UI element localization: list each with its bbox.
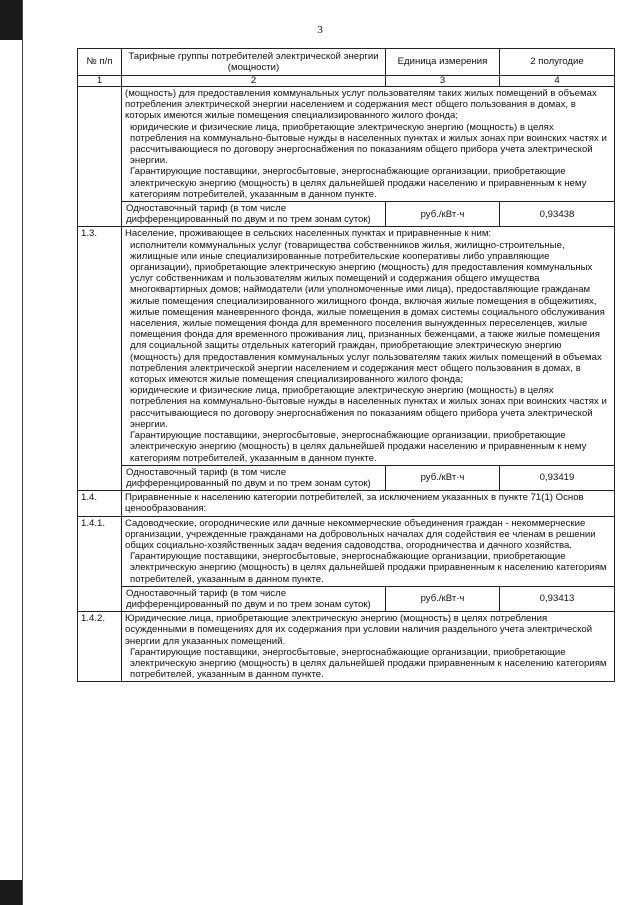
description-paragraph: Гарантирующие поставщики, энергосбытовые, энергоснабжающие организации, приобретающие электрическую энергию (мощность) в целях дальнейшей продажи населению и приравненным к нему категориям потребителей, указанным в данном пункте. [130, 430, 587, 464]
description-paragraph: юридические и физические лица, приобретающие электрическую энергию (мощность) в целях потребления на коммунально-бытовые нужды в населенных пунктах и жилых зонах при воинских частях и рассчитывающиеся по договору энергоснабжения по показаниям общего прибора учета электрической энергии. [130, 385, 607, 430]
row-number: 1.4.2. [78, 612, 122, 682]
header-value: 2 полугодие [500, 49, 615, 76]
description-paragraph: (мощность) для предоставления коммунальных услуг пользователям таких жилых помещений в объемах потребления электрической энергии населением и содержания мест общего пользования в домах, в которых имеются жилые помещения специализированного жилого фонда; [125, 88, 597, 122]
scan-shadow-bottom [0, 880, 22, 905]
row-number: 1.4.1. [78, 516, 122, 612]
tariff-row [78, 465, 615, 490]
description-paragraph: исполнители коммунальных услуг (товарищества собственников жилья, жилищно-строительные, жилищные или иные специализированные потребительские кооперативы либо управляющие организации), приобретающие электрическую энергию (мощность) для предоставления коммунальных услуг собственникам и пользователям жилых помещений и содержания общего имущества многоквартирных домов; наймодатели (или уполномоченные ими лица), предоставляющие гражданам жилые помещения специализированного жилищного фонда, включая жилые помещения в общежитиях, жилые помещения маневренного фонда, жилые помещения в домах системы социального обслуживания населения, жилые помещения фонда для временного поселения вынужденных переселенцев, жилые помещения фонда для временного проживания лиц, признанных беженцами, а также жилые помещения для социальной защиты отдельных категорий граждан, приобретающие электрическую энергию (мощность) для предоставления коммунальных услуг пользователям таких жилых помещений в объемах потребления электрической энергии населением и содержания мест общего пользования в домах, в которых имеются жилые помещения специализированного жилого фонда; [130, 239, 605, 386]
row-number: 1.4. [78, 491, 122, 516]
tariff-label: Одноставочный тариф (в том числе дифференцированный по двум и по трем зонам суток) [122, 465, 386, 490]
row-number [78, 87, 122, 227]
description-paragraph: Гарантирующие поставщики, энергосбытовые, энергоснабжающие организации, приобретающие электрическую энергию (мощность) в целях дальнейшей продажи приравненным к населению категориям потребителей, указанным в данном пункте. [130, 646, 607, 681]
description-paragraph: Приравненные к населению категории потребителей, за исключением указанных в пункте 71(1) Основ ценообразования: [125, 492, 584, 515]
column-number: 2 [122, 76, 386, 87]
tariff-row [78, 586, 615, 611]
tariff-table [77, 48, 615, 682]
description-paragraph: Гарантирующие поставщики, энергосбытовые, энергоснабжающие организации, приобретающие электрическую энергию (мощность) в целях дальнейшей продажи населению и приравненным к нему категориям потребителей, указанным в данном пункте. [130, 166, 587, 200]
row-description [122, 227, 615, 465]
header-unit: Единица измерения [386, 49, 500, 76]
tariff-unit: руб./кВт·ч [386, 465, 500, 490]
table-row [78, 87, 615, 202]
tariff-value: 0,93413 [500, 586, 615, 611]
column-number-row [78, 76, 615, 87]
column-number: 4 [500, 76, 615, 87]
tariff-unit: руб./кВт·ч [386, 202, 500, 227]
tariff-value: 0,93438 [500, 202, 615, 227]
table-header-row [78, 49, 615, 76]
column-number: 3 [386, 76, 500, 87]
description-paragraph: Садоводческие, огороднические или дачные некоммерческие объединения граждан - некоммерческие организации, учрежденные гражданами на добровольных началах для содействия ее членам в решении общих социально-хозяйственных задач ведения садоводства, огородничества и дачного хозяйства. [125, 517, 596, 551]
scan-edge-line [22, 0, 23, 905]
header-groups: Тарифные группы потребителей электрической энергии (мощности) [122, 49, 386, 76]
page-number: 3 [317, 24, 323, 36]
tariff-row [78, 202, 615, 227]
description-paragraph: Гарантирующие поставщики, энергосбытовые, энергоснабжающие организации, приобретающие электрическую энергию (мощность) в целях дальнейшей продажи приравненным к населению категориям потребителей, указанным в данном пункте. [130, 551, 607, 585]
description-paragraph: юридические и физические лица, приобретающие электрическую энергию (мощность) в целях потребления на коммунально-бытовые нужды в населенных пунктах и жилых зонах при воинских частях и рассчитывающиеся по договору энергоснабжения по показаниям общего прибора учета электрической энергии. [130, 121, 607, 167]
tariff-value: 0,93419 [500, 465, 615, 490]
column-number: 1 [78, 76, 122, 87]
row-description [122, 491, 615, 516]
table-row [78, 612, 615, 682]
row-description [122, 516, 615, 586]
table-row [78, 491, 615, 516]
header-num: № п/п [78, 49, 122, 76]
tariff-label: Одноставочный тариф (в том числе дифференцированный по двум и по трем зонам суток) [122, 586, 386, 611]
row-description [122, 87, 615, 202]
table-row [78, 227, 615, 465]
row-description [122, 612, 615, 682]
tariff-label: Одноставочный тариф (в том числе дифференцированный по двум и по трем зонам суток) [122, 202, 386, 227]
description-paragraph: Юридические лица, приобретающие электрическую энергию (мощность) в целях потребления осужденными в помещениях для их содержания при условии наличия раздельного учета электрической энергии для указанных помещений. [125, 613, 593, 647]
row-number: 1.3. [78, 227, 122, 491]
tariff-unit: руб./кВт·ч [386, 586, 500, 611]
description-paragraph: Население, проживающее в сельских населенных пунктах и приравненные к ним: [125, 228, 492, 240]
table-row [78, 516, 615, 586]
